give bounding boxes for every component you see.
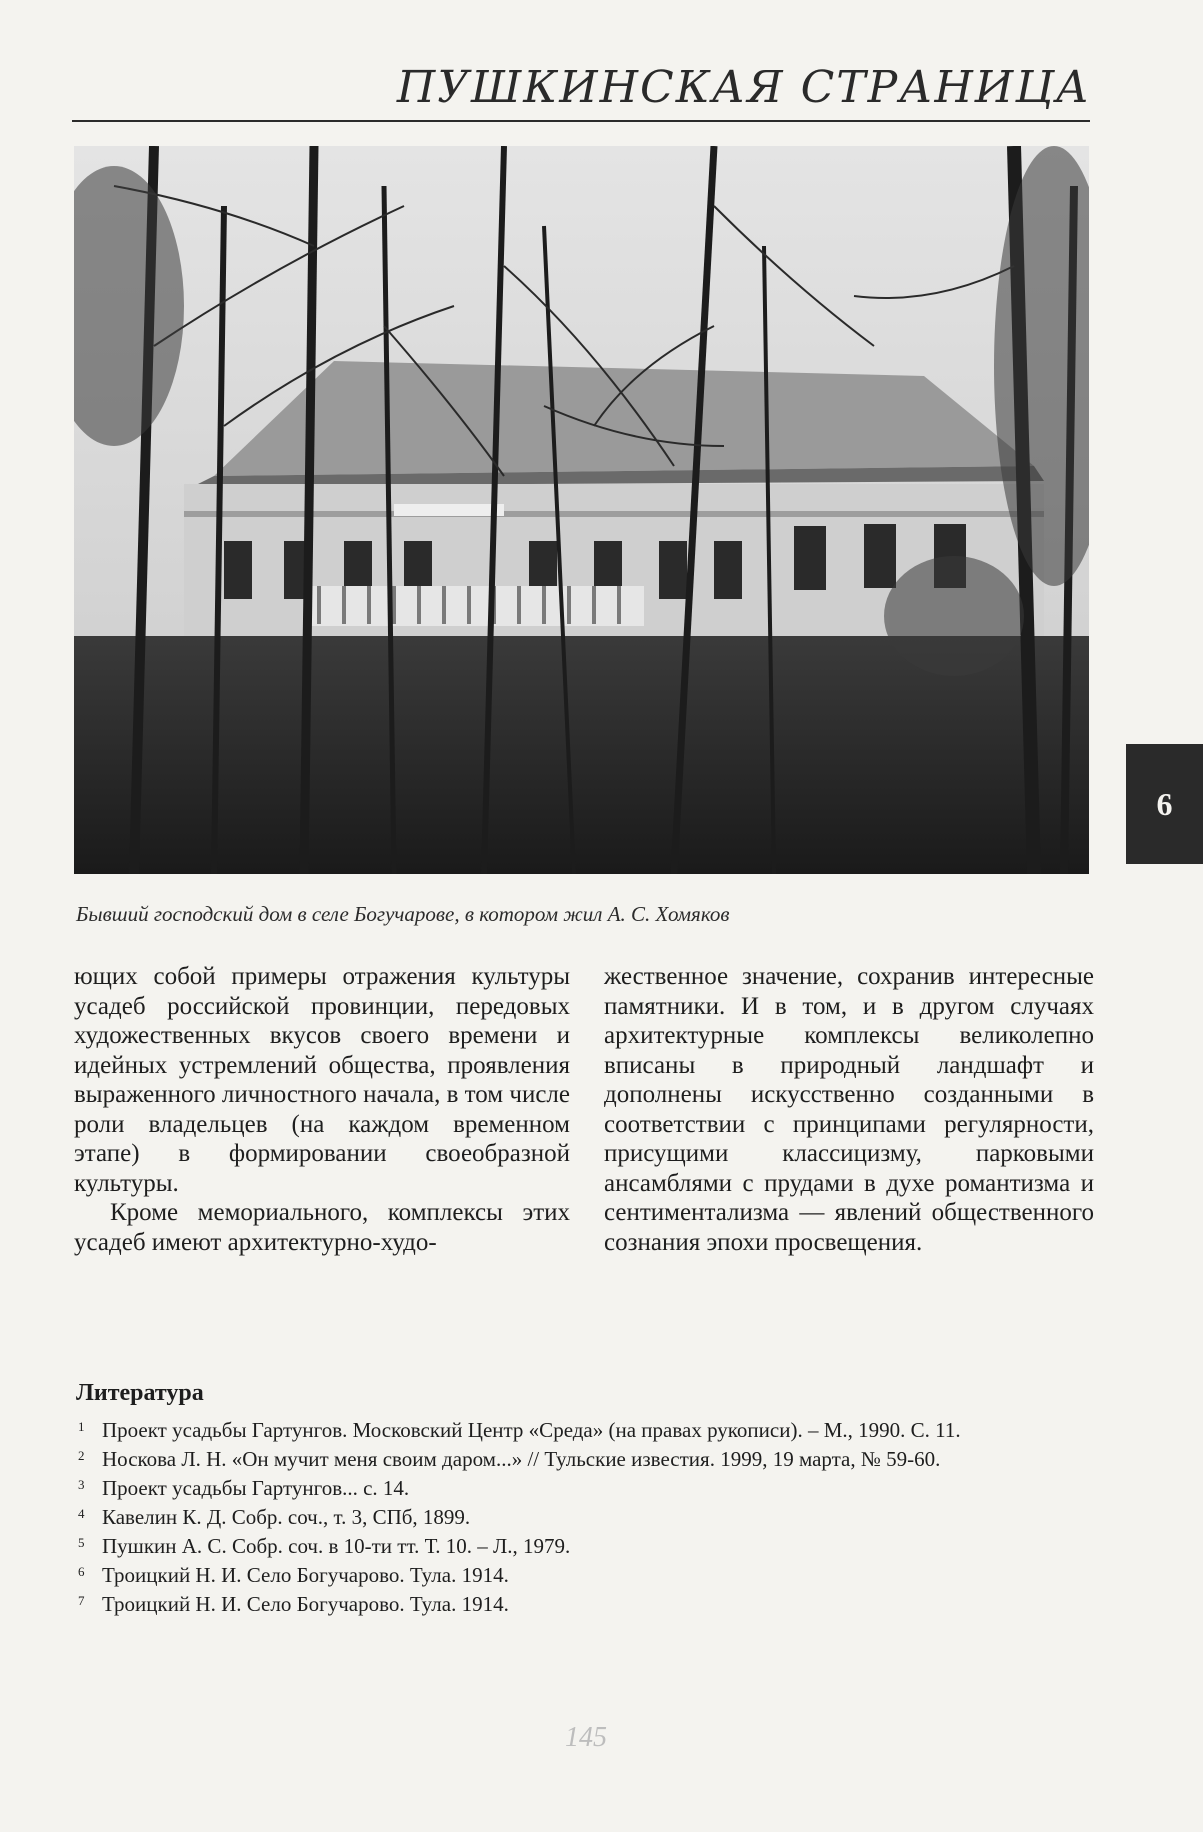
reference-text: Носкова Л. Н. «Он мучит меня своим даром...» // Тульские известия. 1999, 19 марта, № 59-60. [102,1447,941,1471]
reference-item [78,1447,1098,1472]
reference-text: Кавелин К. Д. Собр. соч., т. 3, СПб, 1899. [102,1505,471,1529]
reference-number: 4 [78,1506,85,1521]
reference-number: 5 [78,1535,85,1550]
header-rule [72,120,1090,122]
reference-item [78,1592,1098,1617]
body-column-left [74,962,570,1257]
reference-text: Троицкий Н. И. Село Богучарово. Тула. 1914. [102,1592,509,1616]
literature-list [78,1418,1098,1621]
body-paragraph: Кроме мемориального, комплексы этих усадеб имеют архитектурно-худо- [74,1199,570,1256]
body-paragraph: жественное значение, сохранив интересные памятники. И в том, и в другом случаях архитектурные комплексы великолепно вписаны в природный ландшафт и дополнены искусственно созданными в соответствии с принципами регулярности, присущими классицизму, парковыми ансамблями с прудами в духе романтизма и сентиментализма — явлений общественного сознания эпохи просвещения. [604,963,1094,1256]
figure-caption: Бывший господский дом в селе Богучарове, в котором жил А. С. Хомяков [76,902,730,926]
body-column-right [604,962,1094,1257]
body-paragraph: ющих собой примеры отражения культуры усадеб российской провинции, передовых художественных вкусов своего времени и идейных устремлений общества, проявления выраженного личностного начала, в том числе роли владельцев (на каждом временном этапе) в формировании своеобразной культуры. [74,963,570,1197]
section-title: ПУШКИНСКАЯ СТРАНИЦА [396,62,1091,113]
reference-text: Пушкин А. С. Собр. соч. в 10-ти тт. Т. 10. – Л., 1979. [102,1534,571,1558]
section-tab: 6 [1126,744,1203,864]
photo-illustration [74,146,1089,874]
reference-number: 1 [78,1419,85,1434]
reference-item [78,1505,1098,1530]
reference-item [78,1563,1098,1588]
page-number: 145 [565,1722,607,1753]
reference-number: 7 [78,1593,85,1608]
reference-item [78,1534,1098,1559]
reference-text: Троицкий Н. И. Село Богучарово. Тула. 1914. [102,1563,509,1587]
reference-item [78,1418,1098,1443]
reference-item [78,1476,1098,1501]
reference-number: 6 [78,1564,85,1579]
photo-manor-house [74,146,1089,874]
reference-number: 3 [78,1477,85,1492]
reference-text: Проект усадьбы Гартунгов... с. 14. [102,1476,410,1500]
literature-heading: Литература [76,1380,204,1406]
reference-text: Проект усадьбы Гартунгов. Московский Центр «Среда» (на правах рукописи). – М., 1990. С. 11. [102,1418,961,1442]
reference-number: 2 [78,1448,85,1463]
